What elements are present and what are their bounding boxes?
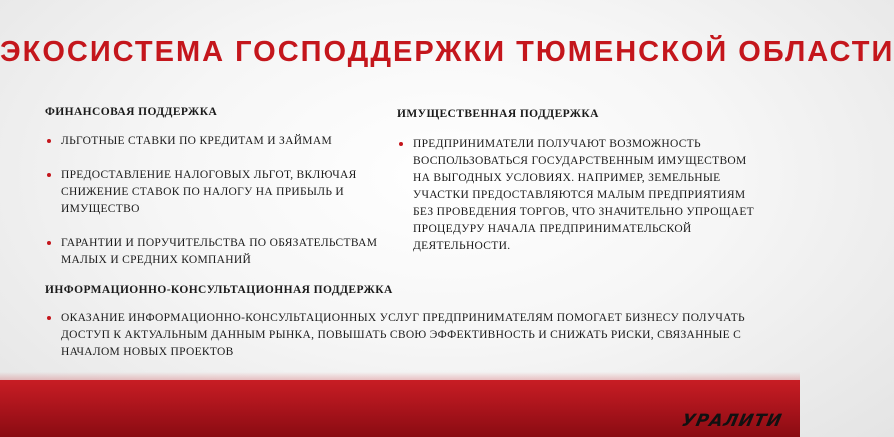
info-support-list xyxy=(45,310,765,378)
bullet-icon xyxy=(399,142,403,146)
footer-band xyxy=(0,380,800,437)
list-item-text: ГАРАНТИИ И ПОРУЧИТЕЛЬСТВА ПО ОБЯЗАТЕЛЬСТВАМ МАЛЫХ И СРЕДНИХ КОМПАНИЙ xyxy=(61,237,378,266)
bullet-icon xyxy=(47,241,51,245)
list-item-text: ЛЬГОТНЫЕ СТАВКИ ПО КРЕДИТАМ И ЗАЙМАМ xyxy=(61,135,332,147)
bullet-icon xyxy=(47,173,51,177)
property-support-heading: ИМУЩЕСТВЕННАЯ ПОДДЕРЖКА xyxy=(397,108,599,120)
slide-title: ЭКОСИСТЕМА ГОСПОДДЕРЖКИ ТЮМЕНСКОЙ ОБЛАСТИ xyxy=(0,36,894,68)
list-item-text: ОКАЗАНИЕ ИНФОРМАЦИОННО-КОНСУЛЬТАЦИОННЫХ УСЛУГ ПРЕДПРИНИМАТЕЛЯМ ПОМОГАЕТ БИЗНЕСУ ПОЛУЧАТЬ ДОСТУП К АКТУАЛЬНЫМ ДАННЫМ РЫНКА, ПОВЫШАТЬ СВОЮ ЭФФЕКТИВНОСТЬ И СНИЖАТЬ РИСКИ, СВЯЗАННЫЕ С НАЧАЛОМ НОВЫХ ПРОЕКТОВ xyxy=(61,312,745,358)
financial-support-heading: ФИНАНСОВАЯ ПОДДЕРЖКА xyxy=(45,106,218,118)
bullet-icon xyxy=(47,316,51,320)
list-item xyxy=(45,310,765,361)
list-item xyxy=(45,235,390,269)
property-support-list xyxy=(397,136,762,272)
bullet-icon xyxy=(47,139,51,143)
list-item xyxy=(45,133,390,150)
list-item-text: ПРЕДОСТАВЛЕНИЕ НАЛОГОВЫХ ЛЬГОТ, ВКЛЮЧАЯ СНИЖЕНИЕ СТАВОК ПО НАЛОГУ НА ПРИБЫЛЬ И ИМУЩЕСТВО xyxy=(61,169,357,215)
brand-logo: УРАЛИТИ xyxy=(679,411,785,431)
info-support-heading: ИНФОРМАЦИОННО-КОНСУЛЬТАЦИОННАЯ ПОДДЕРЖКА xyxy=(45,284,393,296)
list-item xyxy=(397,136,762,255)
financial-support-list xyxy=(45,133,390,286)
list-item xyxy=(45,167,390,218)
list-item-text: ПРЕДПРИНИМАТЕЛИ ПОЛУЧАЮТ ВОЗМОЖНОСТЬ ВОСПОЛЬЗОВАТЬСЯ ГОСУДАРСТВЕННЫМ ИМУЩЕСТВОМ НА ВЫГОДНЫХ УСЛОВИЯХ. НАПРИМЕР, ЗЕМЕЛЬНЫЕ УЧАСТКИ ПРЕДОСТАВЛЯЮТСЯ МАЛЫМ ПРЕДПРИЯТИЯМ БЕЗ ПРОВЕДЕНИЯ ТОРГОВ, ЧТО ЗНАЧИТЕЛЬНО УПРОЩАЕТ ПРОЦЕДУРУ НАЧАЛА ПРЕДПРИНИМАТЕЛЬСКОЙ ДЕЯТЕЛЬНОСТИ. xyxy=(413,138,754,252)
